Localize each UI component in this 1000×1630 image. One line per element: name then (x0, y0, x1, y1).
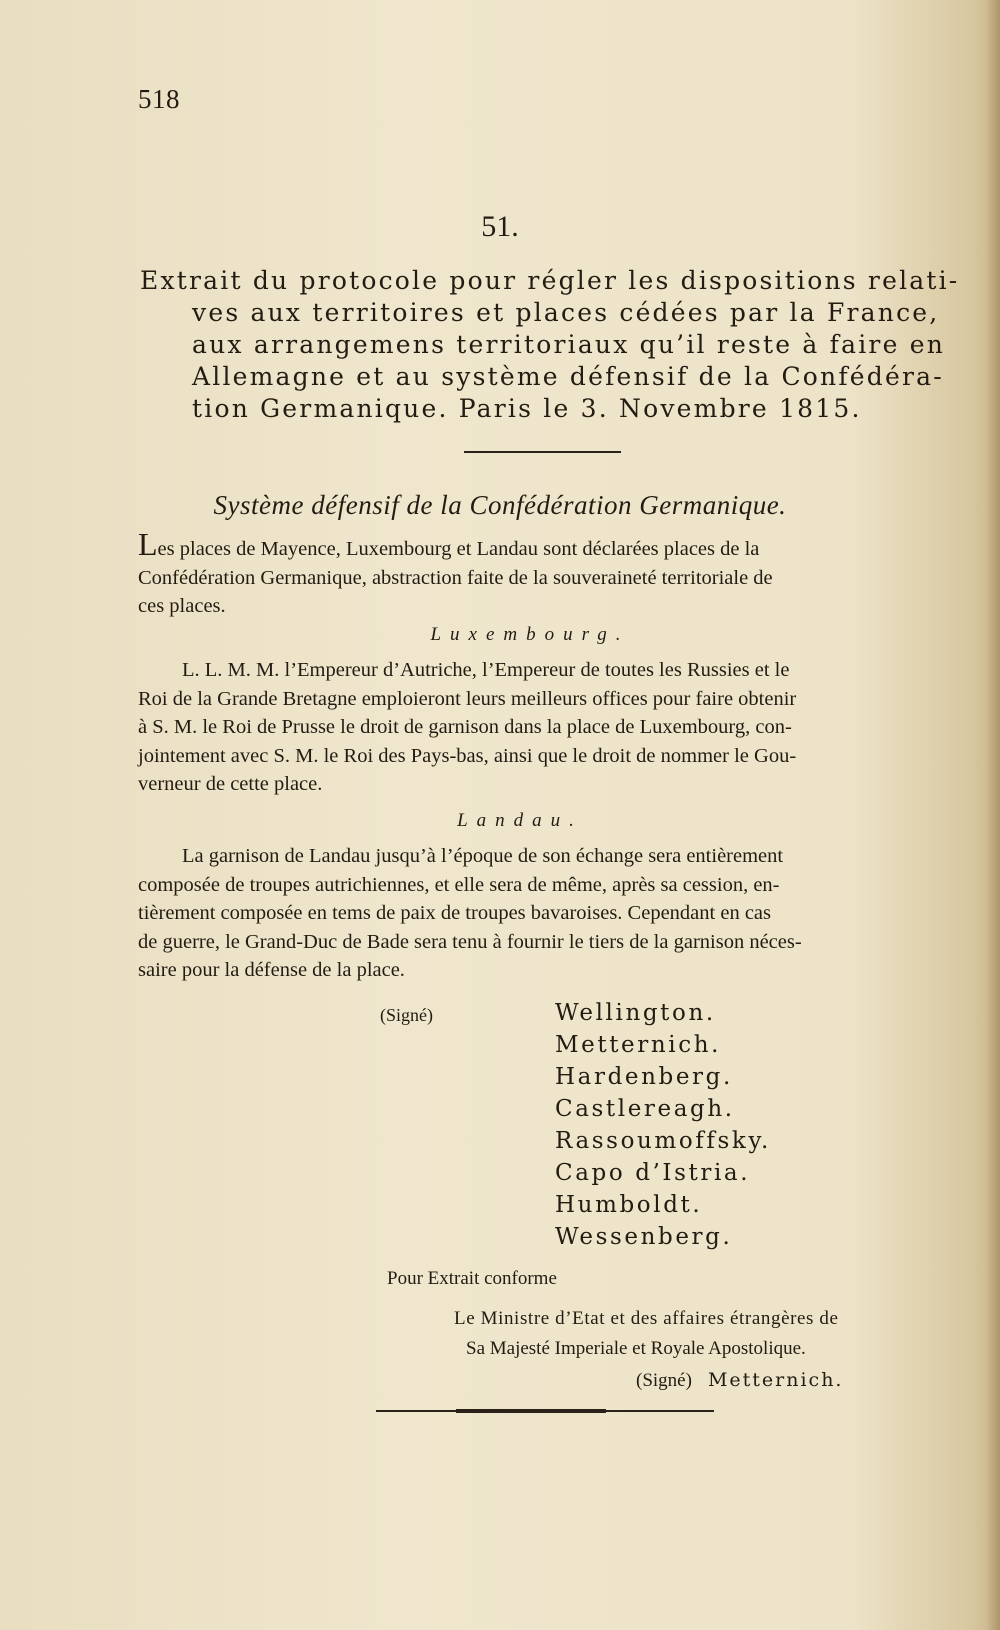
paragraph-line: verneur de cette place. (138, 773, 323, 795)
signatory-name: Rassoumoffsky. (555, 1128, 771, 1154)
paragraph-line: Roi de la Grande Bretagne emploieront leurs meilleurs offices pour faire obtenir (138, 687, 797, 710)
heading-line: tion Germanique. Paris le 3. Novembre 1815. (192, 394, 862, 423)
paragraph-line: ces places. (138, 595, 226, 617)
document-number: 51. (481, 210, 519, 243)
paragraph-line: jointement avec S. M. le Roi des Pays-bas, ainsi que le droit de nommer le Gou- (138, 744, 797, 767)
heading-divider (464, 451, 621, 453)
paragraph-landau (138, 842, 950, 985)
final-signature (636, 1369, 843, 1392)
page-number: 518 (138, 84, 180, 114)
drop-initial: L (138, 526, 158, 562)
paragraph-line: tièrement composée en tems de paix de troupes bavaroises. Cependant en cas (138, 902, 771, 924)
closing-divider (376, 1410, 714, 1412)
paragraph-line-text: es places de Mayence, Luxembourg et Landau sont déclarées places de la (157, 538, 760, 560)
subheading-luxembourg: Luxembourg. (430, 624, 630, 645)
paragraph-line: à S. M. le Roi de Prusse le droit de garnison dans la place de Luxembourg, con- (138, 716, 792, 738)
signatory-name: Wessenberg. (555, 1224, 733, 1250)
signe-label: (Signé) (380, 1005, 433, 1025)
heading-line: aux arrangemens territoriaux qu’il reste à faire en (192, 330, 946, 359)
signatory-name: Castlereagh. (555, 1096, 735, 1122)
final-signe-label: (Signé) (636, 1370, 692, 1391)
signatory-name: Humboldt. (555, 1192, 703, 1218)
section-title: Système défensif de la Confédération Germanique. (213, 490, 787, 520)
heading-line: Extrait du protocole pour régler les dispositions relati- (140, 266, 960, 295)
paragraph-line: L. L. M. M. l’Empereur d’Autriche, l’Empereur de toutes les Russies et le (182, 659, 790, 681)
heading-line: Allemagne et au système défensif de la Confédéra- (192, 362, 944, 391)
paragraph-line: de guerre, le Grand-Duc de Bade sera tenu à fournir le tiers de la garnison néces- (138, 930, 802, 953)
signatory-name: Wellington. (555, 1000, 716, 1026)
paragraph-line: Confédération Germanique, abstraction faite de la souveraineté territoriale de (138, 566, 773, 589)
minister-line: Sa Majesté Imperiale et Royale Apostolique. (466, 1338, 806, 1359)
paragraph-luxembourg (138, 656, 950, 799)
paragraph-line: La garnison de Landau jusqu’à l’époque de son échange sera entièrement (182, 845, 784, 867)
paragraph-line: composée de troupes autrichiennes, et elle sera de même, après sa cession, en- (138, 873, 780, 896)
pour-extrait-conforme: Pour Extrait conforme (387, 1268, 557, 1289)
paragraph-line (138, 526, 950, 564)
subheading-landau: Landau. (457, 810, 583, 831)
heading-line: ves aux territoires et places cédées par la France, (192, 298, 940, 327)
paragraph-intro (138, 526, 950, 621)
paragraph-line: saire pour la défense de la place. (138, 959, 405, 981)
document-heading (140, 265, 960, 425)
signatory-list (555, 997, 771, 1253)
signatory-name: Capo d’Istria. (555, 1160, 751, 1186)
signatory-name: Hardenberg. (555, 1064, 733, 1090)
signatory-name: Metternich. (555, 1032, 722, 1058)
minister-line: Le Ministre d’Etat et des affaires étrangères de (454, 1308, 839, 1329)
final-signer-name: Metternich. (707, 1369, 844, 1391)
minister-attestation (454, 1304, 950, 1364)
